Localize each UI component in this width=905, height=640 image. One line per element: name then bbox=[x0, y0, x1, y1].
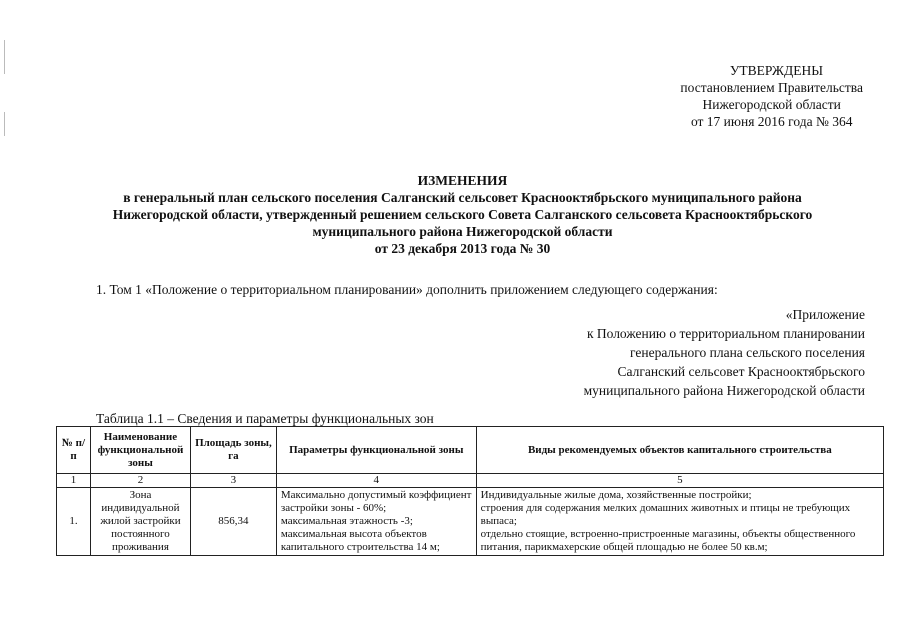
zone-params bbox=[276, 488, 476, 556]
zone-objects bbox=[476, 488, 883, 556]
table-row bbox=[57, 488, 884, 556]
zone-name: Зона индивидуальной жилой застройки постоянного проживания bbox=[90, 488, 190, 556]
document-title bbox=[40, 172, 885, 257]
approval-date: от 17 июня 2016 года № 364 bbox=[690, 114, 853, 129]
object-item: Индивидуальные жилые дома, хозяйственные постройки; bbox=[480, 489, 752, 501]
table-header-row bbox=[57, 427, 884, 474]
param-item: максимальная высота объектов капитального строительства 14 м; bbox=[280, 528, 440, 553]
table-caption: Таблица 1.1 – Сведения и параметры функциональных зон bbox=[96, 411, 434, 426]
approval-stamp bbox=[680, 62, 863, 130]
column-number: 5 bbox=[476, 474, 883, 488]
column-number: 1 bbox=[57, 474, 91, 488]
title-line: в генеральный план сельского поселения Салганский сельсовет Краснооктябрьского муниципального района bbox=[123, 190, 802, 205]
header-params: Параметры функциональной зоны bbox=[276, 427, 476, 474]
column-number: 3 bbox=[190, 474, 276, 488]
column-number-row bbox=[57, 474, 884, 488]
scan-margin-mark bbox=[4, 112, 5, 136]
approval-line: Нижегородской области bbox=[702, 97, 841, 112]
scan-margin-mark bbox=[4, 40, 5, 74]
appendix-line: «Приложение bbox=[785, 307, 865, 322]
param-item: Максимально допустимый коэффициент застройки зоны - 60%; bbox=[280, 489, 472, 514]
param-item: максимальная этажность -3; bbox=[280, 515, 413, 527]
column-number: 2 bbox=[90, 474, 190, 488]
object-item: отдельно стоящие, встроенно-пристроенные магазины, объекты общественного питания, парикмахерские общей площадью не более 50 кв.м; bbox=[480, 528, 856, 553]
appendix-line: генерального плана сельского поселения bbox=[630, 345, 865, 360]
header-objects: Виды рекомендуемых объектов капитального строительства bbox=[476, 427, 883, 474]
object-item: строения для содержания мелких домашних животных и птицы не требующих выпаса; bbox=[480, 502, 851, 527]
header-name: Наименование функциональной зоны bbox=[90, 427, 190, 474]
title-heading: ИЗМЕНЕНИЯ bbox=[417, 173, 508, 188]
zones-table bbox=[56, 426, 884, 556]
approval-heading: УТВЕРЖДЕНЫ bbox=[729, 63, 823, 78]
zone-area: 856,34 bbox=[190, 488, 276, 556]
appendix-line: к Положению о территориальном планировании bbox=[586, 326, 865, 341]
header-area: Площадь зоны, га bbox=[190, 427, 276, 474]
title-line: муниципального района Нижегородской области bbox=[312, 224, 613, 239]
header-num: № п/п bbox=[57, 427, 91, 474]
title-line: Нижегородской области, утвержденный решением сельского Совета Салганского сельсовета Краснооктябрьского bbox=[112, 207, 813, 222]
body-paragraph: 1. Том 1 «Положение о территориальном планировании» дополнить приложением следующего содержания: bbox=[96, 282, 718, 297]
approval-line: постановлением Правительства bbox=[680, 80, 863, 95]
column-number: 4 bbox=[276, 474, 476, 488]
title-date: от 23 декабря 2013 года № 30 bbox=[374, 241, 551, 256]
appendix-line: муниципального района Нижегородской области bbox=[583, 383, 865, 398]
row-num: 1. bbox=[57, 488, 91, 556]
appendix-header bbox=[584, 305, 865, 400]
appendix-line: Салганский сельсовет Краснооктябрьского bbox=[617, 364, 865, 379]
